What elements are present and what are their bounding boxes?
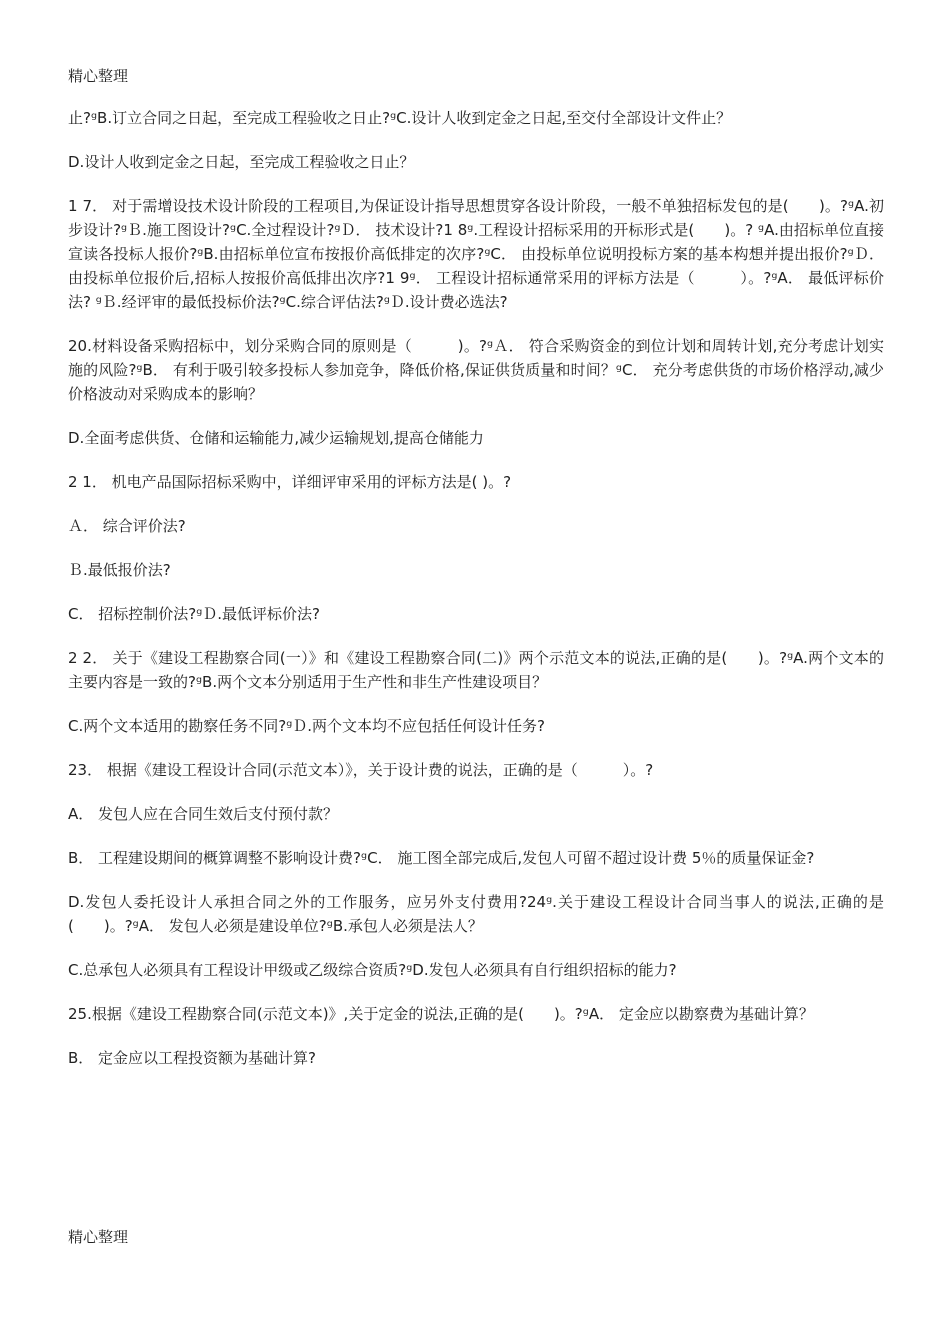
page-footer: 精心整理 [68,1228,129,1246]
option-c-d: C． 招标控制价法?ᵍＤ.最低评标价法? [68,605,321,623]
question-23: 23． 根据《建设工程设计合同(示范文本）》，关于设计费的说法，正确的是（ ）。? [68,761,654,779]
option-b-c: B． 工程建设期间的概算调整不影响设计费?ᵍC． 施工图全部完成后,发包人可留不超过设计费 5％的质量保证金? [68,849,815,867]
question-22: 2 2． 关于《建设工程勘察合同(一）》和《建设工程勘察合同(二)》两个示范文本的说法,正确的是( )。?ᵍA.两个文本的主要内容是一致的?ᵍB.两个文本分别适用于生产性和非生产性建设项目？ [68,649,884,691]
document-body [68,106,884,1090]
paragraph: C.总承包人必须具有工程设计甲级或乙级综合资质?ᵍD.发包人必须具有自行组织招标的能力? [68,961,677,979]
option-a: Ａ． 综合评价法? [68,517,186,535]
question-21: 2 1． 机电产品国际招标采购中，详细评审采用的评标方法是( )。? [68,473,512,491]
paragraph: C.两个文本适用的勘察任务不同?ᵍＤ.两个文本均不应包括任何设计任务? [68,717,546,735]
paragraph: D.全面考虑供货、仓储和运输能力,减少运输规划,提高仓储能力 [68,429,484,447]
paragraph: D.设计人收到定金之日起，至完成工程验收之日止？ [68,153,415,171]
question-20: 20.材料设备采购招标中，划分采购合同的原则是（ )。?ᵍＡ． 符合采购资金的到位计划和周转计划,充分考虑计划实施的风险?ᵍB． 有利于吸引较多投标人参加竞争，降低价格,保证供货质量和时间？ᵍC． 充分考虑供货的市场价格浮动,减少价格波动对采购成本的影响？ [68,337,884,403]
page-header: 精心整理 [68,67,129,85]
question-24: D.发包人委托设计人承担合同之外的工作服务，应另外支付费用?24ᵍ.关于建设工程设计合同当事人的说法,正确的是( )。?ᵍA． 发包人必须是建设单位?ᵍB.承包人必须是法人？ [68,893,884,935]
option-b: Ｂ.最低报价法? [68,561,171,579]
question-25: 25.根据《建设工程勘察合同(示范文本)》,关于定金的说法,正确的是( )。?ᵍA． 定金应以勘察费为基础计算？ [68,1005,814,1023]
question-17-19: 1 7． 对于需增设技术设计阶段的工程项目,为保证设计指导思想贯穿各设计阶段，一般不单独招标发包的是( )。?ᵍA.初步设计?ᵍＢ.施工图设计?ᵍC.全过程设计?ᵍＤ． 技术设计?1 8ᵍ.工程设计招标采用的开标形式是( )。? ᵍA.由招标单位直接宣读各投标人报价?ᵍB.由招标单位宣布按报价高低排定的次序?ᵍC． 由投标单位说明投标方案的基本构想并提出报价?ᵍＤ． 由投标单位报价后,招标人按报价高低排出次序?1 9ᵍ． 工程设计招标通常采用的评标方法是（ ）。?ᵍA． 最低评标价法? ᵍＢ.经评审的最低投标价法?ᵍC.综合评估法?ᵍＤ.设计费必选法? [68,197,884,311]
option-a: A． 发包人应在合同生效后支付预付款？ [68,805,339,823]
paragraph: 止?ᵍB.订立合同之日起，至完成工程验收之日止?ᵍC.设计人收到定金之日起,至交付全部设计文件止？ [68,109,732,127]
option-b: B． 定金应以工程投资额为基础计算? [68,1049,317,1067]
